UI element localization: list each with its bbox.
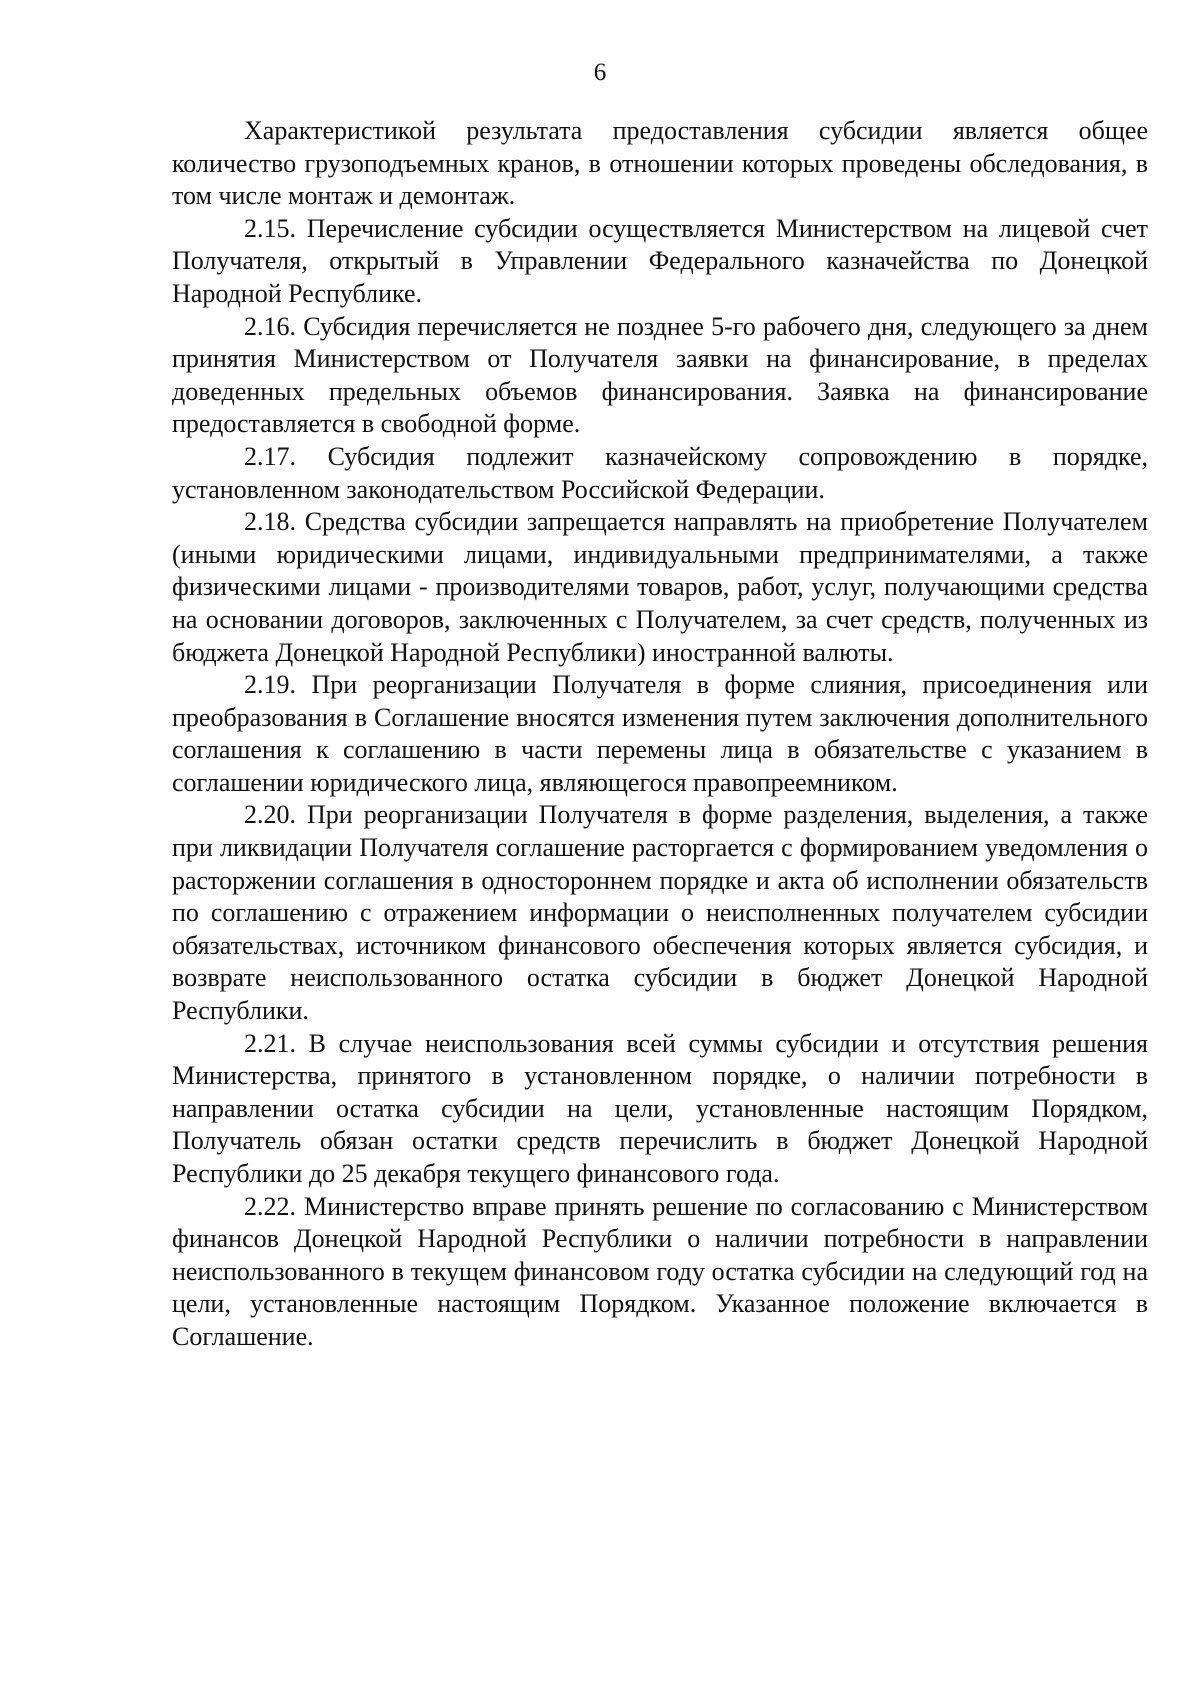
paragraph-2-19 (172, 669, 1148, 799)
paragraph-text: Характеристикой результата предоставления субсидии является общее количество грузоподъемных кранов, в отношении которых проведены обследования, в том числе монтаж и демонтаж. (172, 116, 1148, 211)
paragraph-2-18 (172, 506, 1148, 669)
paragraph-number: 2.19. (244, 670, 296, 700)
paragraph-2-20 (172, 799, 1148, 1027)
paragraph-number: 2.20. (244, 800, 296, 830)
paragraph-text: Субсидия перечисляется не позднее 5-го рабочего дня, следующего за днем принятия Министерством от Получателя заявки на финансирование, в пределах доведенных предельных объемов финансирования. Заявка на финансирование предоставляется в свободной форме. (172, 311, 1149, 439)
paragraph-number: 2.21. (244, 1028, 296, 1058)
paragraph-text: При реорганизации Получателя в форме слияния, присоединения или преобразования в Соглашение вносятся изменения путем заключения дополнительного соглашения к соглашению в части перемены лица в обязательстве с указанием в соглашении юридического лица, являющегося правопреемником. (172, 670, 1148, 797)
paragraph-number: 2.15. (244, 213, 296, 243)
paragraph-2-17 (172, 441, 1148, 506)
paragraph-text: В случае неиспользования всей суммы субсидии и отсутствия решения Министерства, принятого в установленном порядке, о наличии потребности в направлении остатка субсидии на цели, установленные настоящим Порядком, Получатель обязан остатки средств перечислить в бюджет Донецкой Народной Республики до 25 декабря текущего финансового года. (172, 1028, 1149, 1188)
paragraph-result-characteristic (172, 115, 1148, 213)
paragraph-text: Перечисление субсидии осуществляется Министерством на лицевой счет Получателя, открытый в Управлении Федерального казначейства по Донецкой Народной Республике. (172, 213, 1149, 308)
document-body (172, 115, 1148, 1354)
paragraph-text: Министерство вправе принять решение по согласованию с Министерством финансов Донецкой Народной Республики о наличии потребности в направлении неиспользованного в текущем финансовом году остатка субсидии на следующий год на цели, установленные настоящим Порядком. Указанное положение включается в Соглашение. (172, 1191, 1149, 1351)
paragraph-2-21 (172, 1028, 1148, 1191)
paragraph-text: При реорганизации Получателя в форме разделения, выделения, а также при ликвидации Получателя соглашение расторгается с формированием уведомления о расторжении соглашения в одностороннем порядке и акта об исполнении обязательств по соглашению с отражением информации о неисполненных получателем субсидии обязательствах, источником финансового обеспечения которых является субсидия, и возврате неиспользованного остатка субсидии в бюджет Донецкой Народной Республики. (172, 800, 1148, 1026)
paragraph-number: 2.16. (244, 311, 296, 341)
paragraph-text: Средства субсидии запрещается направлять на приобретение Получателем (иными юридическими лицами, индивидуальными предпринимателями, а также физическими лицами - производителями товаров, работ, услуг, получающими средства на основании договоров, заключенных с Получателем, за счет средств, полученных из бюджета Донецкой Народной Республики) иностранной валюты. (172, 507, 1149, 667)
page-number: 6 (593, 59, 607, 86)
paragraph-2-15 (172, 213, 1148, 311)
paragraph-number: 2.22. (244, 1191, 296, 1221)
paragraph-2-22 (172, 1191, 1148, 1354)
paragraph-text: Субсидия подлежит казначейскому сопровождению в порядке, установленном законодательством Российской Федерации. (172, 441, 1148, 504)
paragraph-number: 2.17. (244, 441, 296, 471)
paragraph-2-16 (172, 311, 1148, 441)
paragraph-number: 2.18. (244, 507, 296, 537)
